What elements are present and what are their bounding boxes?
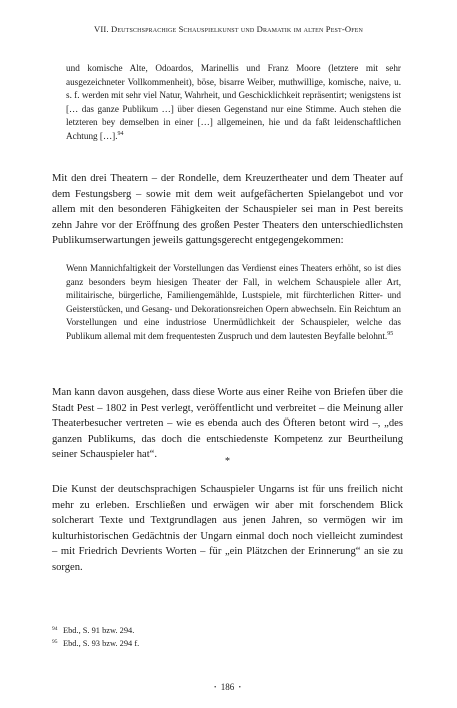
block-quote-2-text: Wenn Mannichfaltigkeit der Vorstellungen das Verdienst eines Theaters erhöht, so ist dies ganz besonders beym hiesigen Theater der Fall, in welchem Schauspiele aller Art, militairische, bürgerliche, Familiengemählde, Lustspiele, mit fürchterlichen Ritter- und Geisterstücken, und Gesang- und Dekorationsreichen Opern abwechseln. Ein Reichtum an Vorstellungen und eine industriose Unermüdlichkeit der Schauspieler, welche das Publikum allemal mit dem frequentesten Zuspruch und dem lautesten Beyfalle belohnt. (66, 263, 401, 341)
paragraph-conclusion: Die Kunst der deutschsprachigen Schauspieler Ungarns ist für uns freilich nicht mehr zu erleben. Erschließen und erwägen wir aber mit forschendem Blick solcherart Texte und Textgrundlagen aus jenen Jahren, so vermögen wir im kulturhistorischen Gedächtnis der Ungarn einmal doch noch vielleicht zumindest – mit Friedrich Devrients Worten – für „ein Plätzchen der Erinnerung“ an sie zu sorgen. (52, 484, 403, 573)
footnote-ref-95[interactable]: 95 (387, 330, 394, 337)
running-head: VII. Deutschsprachige Schauspielkunst und Dramatik im alten Pest-Ofen (94, 24, 363, 34)
bullet-icon: • (214, 685, 217, 691)
paragraph-theaters: Mit den drei Theatern – der Rondelle, dem Kreuzertheater und dem Theater auf dem Festungsberg – sowie mit dem weit aufgefächerten Spielangebot und vor allem mit den besonderen Fähigkeiten der Schauspieler sei man in Pest bereits zehn Jahre vor der Eröffnung des großen Pester Theaters den unterschiedlichsten Publikumserwartungen jeweils gattungsgerecht entgegengekommen: (52, 173, 403, 247)
footnote-95 (52, 637, 403, 650)
footnote-number: 94 (52, 626, 58, 632)
paragraph-letters: Man kann davon ausgehen, dass diese Worte aus einer Reihe von Briefen über die Stadt Pest – 1802 in Pest verlegt, veröffentlicht und verbreitet – die Meinung aller Theaterbesucher vertreten – wie es ebenda auch des Öfteren betont wird –, „des ganzen Publikums, das doch die entschiedenste Kompetenz zur Beurtheilung seiner Schauspieler hat“. (52, 387, 403, 461)
section-break-asterisk: * (225, 456, 230, 467)
block-quote-1 (66, 62, 401, 144)
footnote-text: Ebd., S. 91 bzw. 294. (63, 626, 135, 635)
footnote-ref-94[interactable]: 94 (117, 130, 124, 137)
footnote-text: Ebd., S. 93 bzw. 294 f. (63, 638, 140, 648)
page-number-text: 186 (220, 682, 235, 692)
page-number (52, 682, 403, 692)
block-quote-1-text: und komische Alte, Odoardos, Marinellis und Franz Moore (letztere mit sehr ausgezeichneter Vollkommenheit), böse, bisarre Weiber, muthwillige, komische, naive, u. s. f. werden mit sehr viel Natur, Wahrheit, und Geschicklichkeit repräsentirt; wenigstens ist [… das ganze Publikum …] über diesen Gegenstand nur eine Stimme. Auch stehen die letzteren bey demselben in einer […] allgemeinen, hie und da faßt leidenschaftlichen Achtung […]. (66, 63, 401, 141)
footnote-94 (52, 624, 403, 637)
block-quote-2 (66, 262, 401, 344)
footnote-number: 95 (52, 638, 58, 645)
footnotes (52, 624, 403, 649)
bullet-icon: • (238, 685, 241, 691)
